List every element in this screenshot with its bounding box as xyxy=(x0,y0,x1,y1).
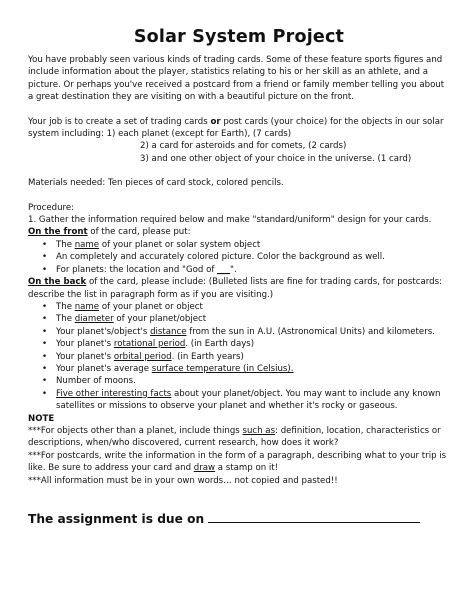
due-date-line xyxy=(28,510,420,527)
procedure-heading: Procedure: xyxy=(28,202,75,213)
note-underlined: draw xyxy=(193,463,216,474)
item-text: Your planet's average xyxy=(56,363,152,374)
page-title: Solar System Project xyxy=(133,27,345,47)
item-text: of your planet or solar system object xyxy=(99,239,261,250)
item-text: The xyxy=(56,301,75,312)
item-text: ". xyxy=(230,264,237,275)
note-text: a stamp on it! xyxy=(215,463,279,474)
procedure-step-1: 1. Gather the information required below and make "standard/uniform" design for your cards. xyxy=(28,215,432,226)
back-list-item xyxy=(42,363,450,375)
item-text: Number of moons. xyxy=(56,376,136,387)
job-item-2: 2) a card for asteroids and for comets, (2 cards) xyxy=(140,141,347,152)
item-text: The xyxy=(56,239,75,250)
item-text: about your planet/object. You may want to include any known satellites or missions to observe your planet and whether it's rocky or gaseous. xyxy=(56,388,441,412)
front-list-item xyxy=(42,239,450,251)
materials-line: Materials needed: Ten pieces of card stock, colored pencils. xyxy=(28,178,284,189)
item-text: The xyxy=(56,314,75,325)
note-text: ***For postcards, write the information in the form of a paragraph, describing what to your trip is like. Be sure to address your card and xyxy=(28,450,447,474)
back-list-item xyxy=(42,301,450,313)
back-list-item xyxy=(42,313,450,325)
intro-paragraph: You have probably seen various kinds of trading cards. Some of these feature sports figures and include information about the player, statistics relating to his or her skill as an athlete, and a picture. Or perhaps you've received a postcard from a friend or family member telling you about a great destination they are visiting on with a beautiful picture on the front. xyxy=(28,55,445,103)
item-text: from the sun in A.U. (Astronomical Units) and kilometers. xyxy=(186,326,435,337)
note-text: ***For objects other than a planet, include things xyxy=(28,425,243,436)
item-text: Your planet's xyxy=(56,339,114,350)
note-underlined: such as xyxy=(242,425,276,436)
item-underlined: Five other interesting facts xyxy=(56,388,172,399)
back-list xyxy=(28,301,450,413)
note-heading: NOTE xyxy=(28,413,55,424)
item-underlined: name xyxy=(74,301,100,312)
item-underlined: rotational period xyxy=(113,339,186,350)
back-list-item xyxy=(42,338,450,350)
back-list-item xyxy=(42,351,450,363)
spacer xyxy=(28,104,450,116)
back-heading: On the back xyxy=(28,277,87,288)
note-1 xyxy=(28,425,450,450)
due-date-blank xyxy=(208,510,420,523)
job-text-a: Your job is to create a set of trading cards xyxy=(28,116,211,127)
front-heading-rest: of the card, please put: xyxy=(87,227,191,238)
back-heading-rest: of the card, please include: (Bulleted lists are fine for trading cards, for postcards: describe the list in paragraph form as if you are visiting.) xyxy=(28,277,442,300)
spacer xyxy=(28,165,450,177)
item-text: Your planet's/object's xyxy=(56,326,151,337)
front-list-item xyxy=(42,264,450,276)
note-text: : definition, location, characteristics or descriptions, when/who discovered, current research, how does it work? xyxy=(28,425,441,449)
front-heading: On the front xyxy=(28,227,88,238)
note-2 xyxy=(28,450,450,475)
item-text: of your planet or object xyxy=(99,301,203,312)
back-list-item xyxy=(42,326,450,338)
due-label: The assignment is due on xyxy=(28,512,205,526)
item-underlined: ___ xyxy=(217,264,231,275)
item-underlined: orbital period xyxy=(113,351,172,362)
back-list-item xyxy=(42,375,450,387)
job-item-3: 3) and one other object of your choice in the universe. (1 card) xyxy=(140,153,412,164)
item-text: of your planet/object xyxy=(113,314,207,325)
item-text: . (in Earth days) xyxy=(185,339,255,350)
spacer xyxy=(28,190,450,202)
item-underlined: surface temperature (in Celsius). xyxy=(151,363,294,374)
item-underlined: diameter xyxy=(74,314,114,325)
item-underlined: name xyxy=(74,239,100,250)
back-heading-line xyxy=(28,276,450,301)
job-text-b: post cards (your choice) for the objects in our solar system including: 1) each planet (except for Earth), (7 cards) xyxy=(28,116,444,140)
item-text: . (in Earth years) xyxy=(171,351,244,362)
job-or-bold: or xyxy=(210,116,221,127)
job-paragraph xyxy=(28,116,450,141)
note-3: ***All information must be in your own words… not copied and pasted!! xyxy=(28,475,338,486)
item-underlined: distance xyxy=(150,326,187,337)
item-text: An completely and accurately colored picture. Color the background as well. xyxy=(56,252,385,263)
front-list xyxy=(28,239,450,276)
back-list-item xyxy=(42,388,450,413)
front-list-item xyxy=(42,251,450,263)
item-text: For planets: the location and "God of xyxy=(56,264,218,275)
front-heading-line xyxy=(28,226,450,238)
item-text: Your planet's xyxy=(56,351,114,362)
